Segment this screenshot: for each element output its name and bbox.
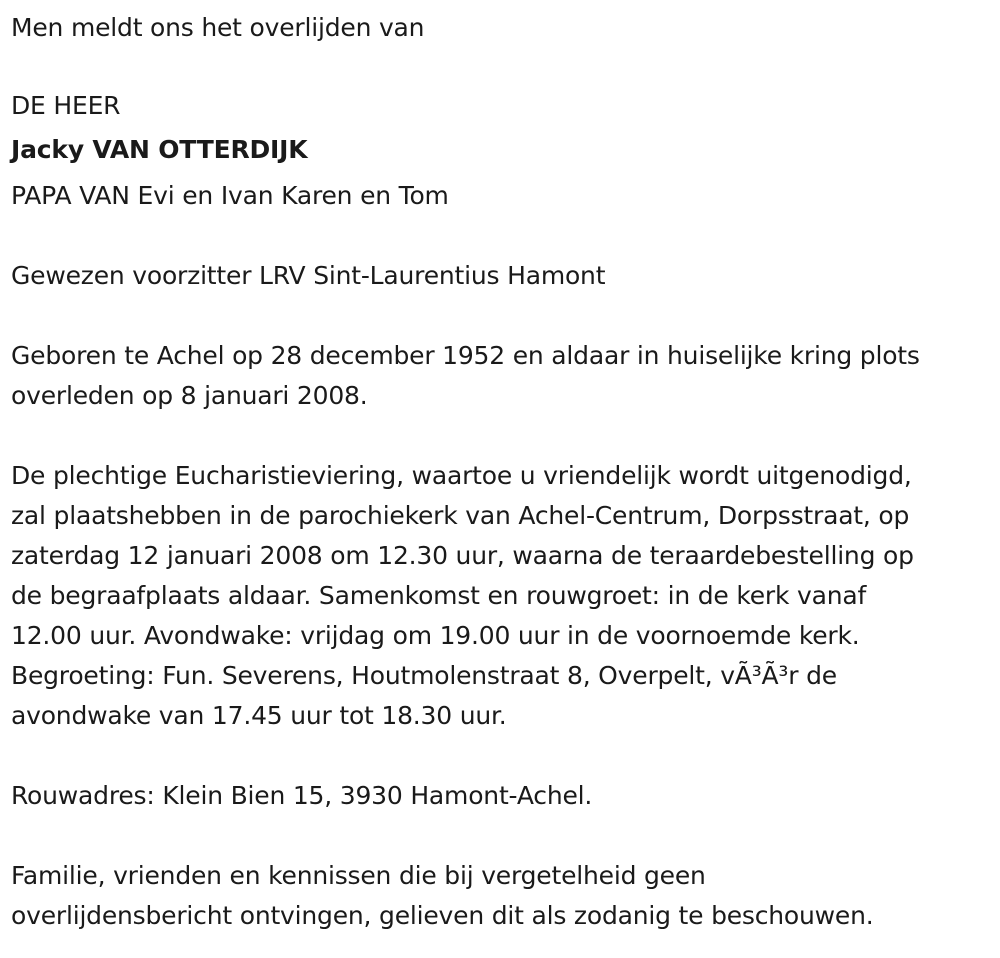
paragraph-line: overleden op 8 januari 2008. [11,381,368,410]
closing-paragraph [11,856,996,936]
paragraph-line: zal plaatshebben in de parochiekerk van Achel-Centrum, Dorpsstraat, op [11,501,910,530]
paragraph-line: zaterdag 12 januari 2008 om 12.30 uur, waarna de teraardebestelling op [11,541,914,570]
birth-death-paragraph [11,336,996,416]
ceremony-paragraph [11,456,996,736]
mourning-address: Rouwadres: Klein Bien 15, 3930 Hamont-Achel. [11,781,593,810]
paragraph-line: 12.00 uur. Avondwake: vrijdag om 19.00 uur in de voornoemde kerk. [11,621,860,650]
paragraph-line: Geboren te Achel op 28 december 1952 en aldaar in huiselijke kring plots [11,341,920,370]
paragraph-line: Begroeting: Fun. Severens, Houtmolenstraat 8, Overpelt, vÃ³Ã³r de [11,661,837,690]
paragraph-line: avondwake van 17.45 uur tot 18.30 uur. [11,701,507,730]
deceased-name: Jacky VAN OTTERDIJK [11,135,308,164]
intro-line: Men meldt ons het overlijden van [11,13,425,42]
role-line: Gewezen voorzitter LRV Sint-Laurentius Hamont [11,261,606,290]
paragraph-line: de begraafplaats aldaar. Samenkomst en rouwgroet: in de kerk vanaf [11,581,867,610]
honorific-title: DE HEER [11,91,121,120]
children-line: PAPA VAN Evi en Ivan Karen en Tom [11,181,449,210]
obituary-notice [11,0,996,936]
paragraph-line: De plechtige Eucharistieviering, waartoe u vriendelijk wordt uitgenodigd, [11,461,912,490]
paragraph-line: Familie, vrienden en kennissen die bij vergetelheid geen [11,861,706,890]
paragraph-line: overlijdensbericht ontvingen, gelieven dit als zodanig te beschouwen. [11,901,874,930]
